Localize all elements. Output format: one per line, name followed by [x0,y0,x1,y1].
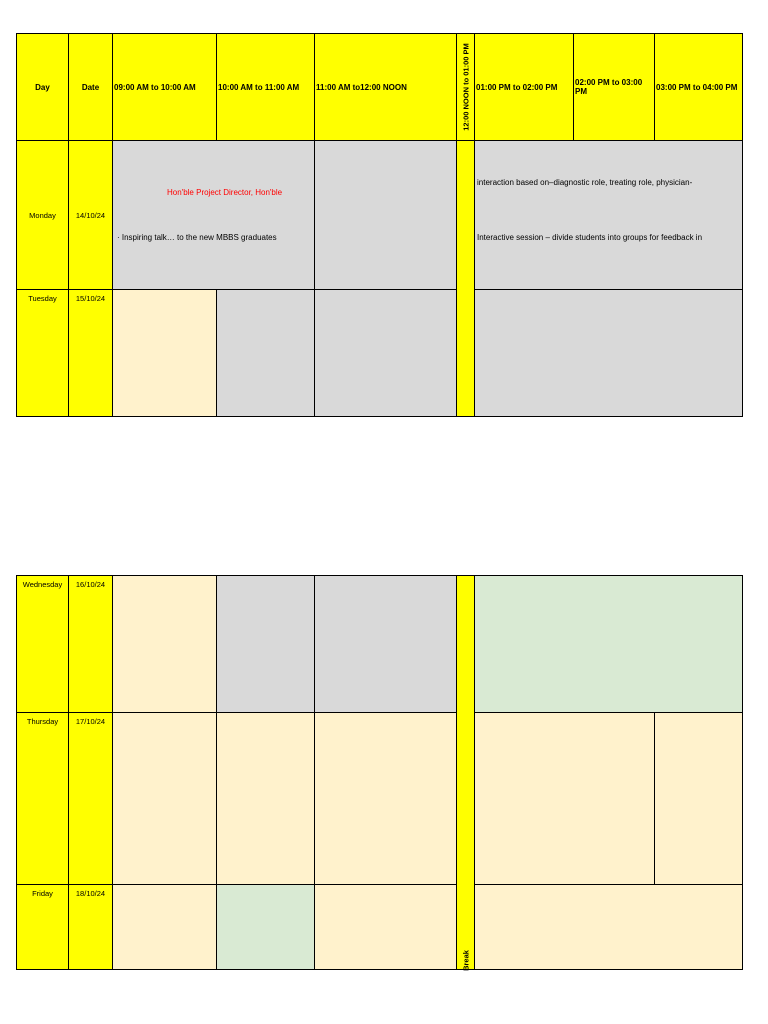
monday-afternoon-line2: Interactive session – divide students into groups for feedback in [477,233,703,242]
monday-morning-session [112,140,315,290]
header-lunch: 12:00 NOON to 01:00 PM [456,33,475,141]
thursday-slot-1300 [474,712,655,885]
tuesday-date-cell: 15/10/24 [68,289,113,417]
friday-day-cell: Friday [16,884,69,970]
friday-slot-0900 [112,884,217,970]
friday-afternoon [474,884,743,970]
tuesday-day-cell: Tuesday [16,289,69,417]
thursday-slot-0900 [112,712,217,885]
friday-slot-1000 [216,884,315,970]
wednesday-slot-1000 [216,575,315,713]
tuesday-slot-1100 [314,289,457,417]
header-slot-1300: 01:00 PM to 02:00 PM [474,33,574,141]
wednesday-day-cell: Wednesday [16,575,69,713]
wednesday-slot-0900 [112,575,217,713]
monday-slot-1100 [314,140,457,290]
header-date: Date [68,33,113,141]
thursday-date-cell: 17/10/24 [68,712,113,885]
monday-day-cell: Monday [16,140,69,290]
monday-date-cell: 14/10/24 [68,140,113,290]
monday-afternoon-session [474,140,743,290]
friday-date-cell: 18/10/24 [68,884,113,970]
tuesday-slot-1000 [216,289,315,417]
lunch-column-top [456,140,475,417]
tuesday-slot-0900 [112,289,217,417]
monday-morning-topic: · Inspiring talk… to the new MBBS graduates [117,233,277,242]
break-column [456,575,475,970]
friday-slot-1100 [314,884,457,970]
thursday-slot-1000 [216,712,315,885]
wednesday-afternoon [474,575,743,713]
header-day: Day [16,33,69,141]
wednesday-date-cell: 16/10/24 [68,575,113,713]
monday-afternoon-line1: interaction based on–diagnostic role, treating role, physician- [477,178,693,187]
monday-morning-speakers: Hon'ble Project Director, Hon'ble [167,188,283,197]
break-label: Break [461,950,470,971]
thursday-day-cell: Thursday [16,712,69,885]
header-slot-0900: 09:00 AM to 10:00 AM [112,33,217,141]
thursday-slot-1500 [654,712,743,885]
tuesday-afternoon [474,289,743,417]
header-slot-1500: 03:00 PM to 04:00 PM [654,33,743,141]
wednesday-slot-1100 [314,575,457,713]
header-slot-1100: 11:00 AM to12:00 NOON [314,33,457,141]
header-slot-1000: 10:00 AM to 11:00 AM [216,33,315,141]
thursday-slot-1100 [314,712,457,885]
header-slot-1400: 02:00 PM to 03:00 PM [573,33,655,141]
